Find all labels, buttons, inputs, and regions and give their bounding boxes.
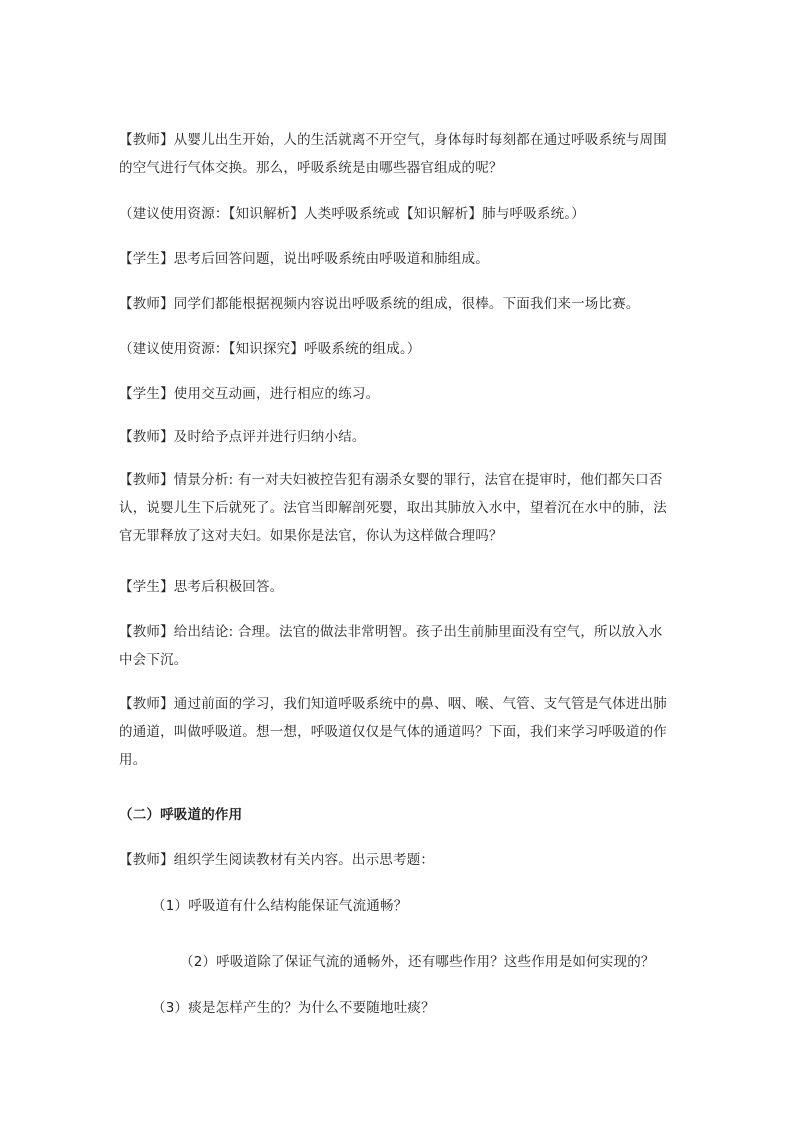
paragraph-teacher-summary: 【教师】及时给予点评并进行归纳小结。 <box>119 429 366 445</box>
paragraph-teacher-intro: 【教师】从婴儿出生开始，人的生活就离不开空气，身体每时每刻都在通过呼吸系统与周围的空气进行气体交换。那么，呼吸系统是由哪些器官组成的呢？ <box>119 132 667 176</box>
paragraph-student-practice: 【学生】使用交互动画，进行相应的练习。 <box>119 386 380 402</box>
paragraph-resource-note-2: （建议使用资源：【知识探究】呼吸系统的组成。） <box>119 341 421 357</box>
question-3: （3）痰是怎样产生的？为什么不要随地吐痰？ <box>152 1000 435 1016</box>
paragraph-resource-note-1: （建议使用资源：【知识解析】人类呼吸系统或【知识解析】肺与呼吸系统。） <box>119 206 585 222</box>
question-2: （2）呼吸道除了保证气流的通畅外，还有哪些作用？这些作用是如何实现的？ <box>180 954 655 970</box>
paragraph-teacher-transition: 【教师】通过前面的学习，我们知道呼吸系统中的鼻、咽、喉、气管、支气管是气体进出肺的通道，叫做呼吸道。想一想，呼吸道仅仅是气体的通道吗？下面，我们来学习呼吸道的作用。 <box>119 696 667 768</box>
paragraph-teacher-conclusion: 【教师】给出结论: 合理。法官的做法非常明智。孩子出生前肺里面没有空气，所以放入水中会下沉。 <box>119 624 663 668</box>
paragraph-instruction: 【教师】组织学生阅读教材有关内容。出示思考题： <box>119 852 435 868</box>
paragraph-scenario-analysis: 【教师】情景分析: 有一对夫妇被控告犯有溺杀女婴的罪行，法官在提审时，他们都矢口否认，说婴儿生下后就死了。法官当即解剖死婴，取出其肺放入水中，望着沉在水中的肺，法官无罪释放了这对夫妇。如果你是法官，你认为这样做合理吗？ <box>119 472 667 544</box>
paragraph-teacher-praise: 【教师】同学们都能根据视频内容说出呼吸系统的组成，很棒。下面我们来一场比赛。 <box>119 296 640 312</box>
paragraph-student-answer-2: 【学生】思考后积极回答。 <box>119 579 284 595</box>
paragraph-student-answer-1: 【学生】思考后回答问题，说出呼吸系统由呼吸道和肺组成。 <box>119 251 489 267</box>
question-1: （1）呼吸道有什么结构能保证气流通畅？ <box>152 898 408 914</box>
section-heading: （二）呼吸道的作用 <box>119 807 243 823</box>
